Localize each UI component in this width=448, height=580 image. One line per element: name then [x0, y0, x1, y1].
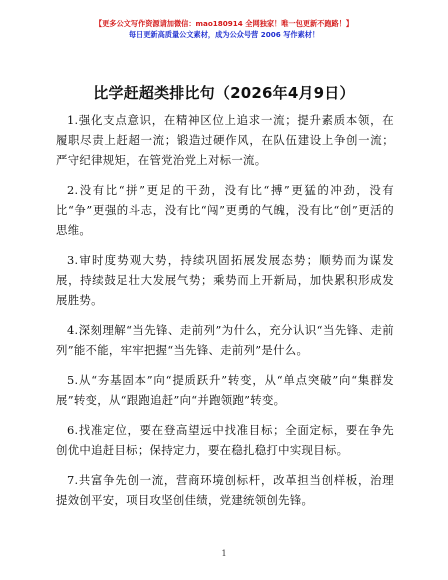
- paragraph-4: 4.深刻理解“当先锋、走前列”为什么，充分认识“当先锋、走前列”能不能，牢牢把握“当先锋、走前列”是什么。: [56, 323, 394, 357]
- document-title: 比学赶超类排比句（2026年4月9日）: [93, 84, 355, 102]
- paragraph-3: 3.审时度势观大势，持续巩固拓展发展态势；顺势而为谋发展，持续鼓足壮大发展气势；乘势而上开新局，加快累积形成发展胜势。: [56, 253, 394, 307]
- paragraph-5: 5.从“夯基固本”向“提质跃升”转变，从“单点突破”向“集群发展”转变，从“跟跑追赶”向“并跑领跑”转变。: [56, 373, 394, 407]
- paragraph-7: 7.共富争先创一流，营商环境创标杆，改革担当创样板，治理提效创平安，项目攻坚创佳绩，党建统领创先锋。: [56, 473, 394, 507]
- paragraph-1: 1.强化支点意识，在精神区位上追求一流；提升素质本领，在履职尽责上赶超一流；锻造过硬作风，在队伍建设上争创一流；严守纪律规矩，在管党治党上对标一流。: [56, 113, 394, 167]
- document-body: [56, 110, 394, 520]
- paragraph-2: 2.没有比“拼”更足的干劲，没有比“搏”更猛的冲劲，没有比“争”更强的斗志，没有比“闯”更勇的气魄，没有比“创”更活的思维。: [56, 183, 394, 237]
- paragraph-6: 6.找准定位，要在登高望远中找准目标；全面定标，要在争先创优中追赶目标；保持定力，要在稳扎稳打中实现目标。: [56, 423, 394, 457]
- promo-banner-line-1: 【更多公文写作资源请加微信：mao180914 全网独家！唯一包更新不跑路！】: [94, 19, 354, 28]
- page-number: 1: [221, 549, 227, 558]
- promo-banner-line-2: 每日更新高质量公文素材，成为公众号营 2006 写作素材！: [128, 30, 320, 39]
